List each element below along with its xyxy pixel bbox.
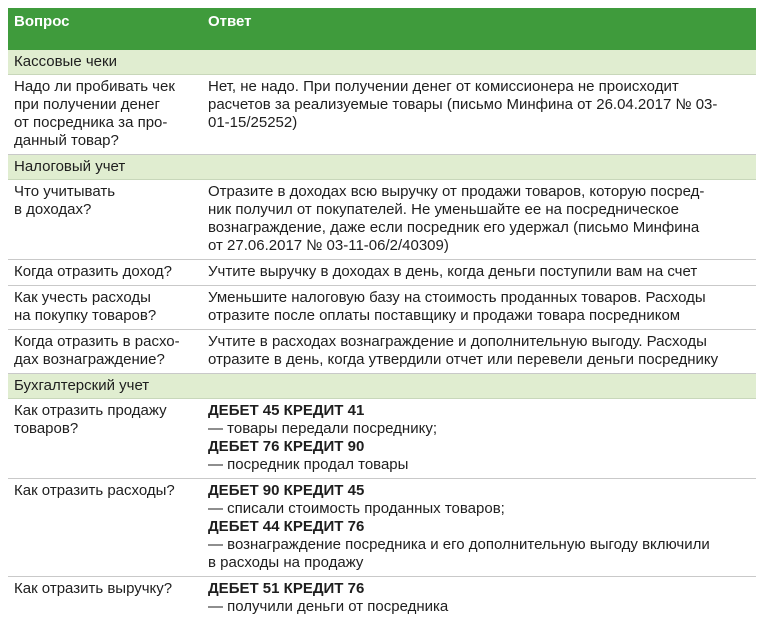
answer-line: отразите в день, когда утвердили отчет или перевели деньги посреднику	[208, 351, 719, 368]
table-row	[8, 260, 756, 286]
question-cell	[8, 75, 202, 154]
question-line: от посредника за про-	[14, 114, 168, 131]
answer-line: отразите после оплаты поставщику и продажи товара посредником	[208, 307, 681, 324]
section-header: Кассовые чеки	[8, 50, 756, 75]
question-line: дах вознаграждение?	[14, 351, 165, 368]
question-line: Когда отразить доход?	[14, 263, 173, 280]
table-row	[8, 330, 756, 374]
question-line: Что учитывать	[14, 183, 116, 200]
table-row	[8, 286, 756, 330]
posting-entry: ДЕБЕТ 44 КРЕДИТ 76	[208, 518, 365, 535]
answer-line: Отразите в доходах всю выручку от продажи товаров, которую посред-	[208, 183, 705, 200]
answer-line: вознаграждение, даже если посредник его удержал (письмо Минфина	[208, 219, 700, 236]
posting-entry: ДЕБЕТ 51 КРЕДИТ 76	[208, 580, 365, 597]
answer-line: от 27.06.2017 № 03-11-06/2/40309)	[208, 237, 449, 254]
question-line: в доходах?	[14, 201, 92, 218]
table-row	[8, 399, 756, 479]
answer-line: 01-15/25252)	[208, 114, 298, 131]
answer-line: — списали стоимость проданных товаров;	[208, 500, 505, 517]
answer-cell	[202, 577, 756, 620]
answer-cell	[202, 479, 756, 576]
table-row	[8, 577, 756, 620]
posting-entry: ДЕБЕТ 45 КРЕДИТ 41	[208, 402, 365, 419]
answer-line: ник получил от покупателей. Не уменьшайте ее на посредническое	[208, 201, 679, 218]
table-header	[8, 8, 756, 50]
answer-cell	[202, 180, 756, 259]
question-cell	[8, 399, 202, 478]
question-cell	[8, 479, 202, 576]
answer-line: Уменьшите налоговую базу на стоимость проданных товаров. Расходы	[208, 289, 706, 306]
table-row	[8, 479, 756, 577]
question-cell	[8, 330, 202, 373]
header-question: Вопрос	[14, 13, 70, 30]
question-line: Как отразить продажу	[14, 402, 167, 419]
qa-table	[8, 8, 756, 620]
answer-line: — вознаграждение посредника и его дополнительную выгоду включили	[208, 536, 710, 553]
answer-line: в расходы на продажу	[208, 554, 364, 571]
answer-cell	[202, 286, 756, 329]
question-cell	[8, 577, 202, 620]
question-cell	[8, 260, 202, 285]
answer-cell	[202, 330, 756, 373]
question-line: Как отразить расходы?	[14, 482, 175, 499]
question-line: Надо ли пробивать чек	[14, 78, 175, 95]
answer-line: — получили деньги от посредника	[208, 598, 449, 615]
section-header: Бухгалтерский учет	[8, 374, 756, 399]
table-row	[8, 75, 756, 155]
question-line: Когда отразить в расхо-	[14, 333, 180, 350]
question-cell	[8, 286, 202, 329]
question-line: данный товар?	[14, 132, 119, 149]
header-answer: Ответ	[208, 13, 252, 30]
answer-line: — товары передали посреднику;	[208, 420, 437, 437]
answer-cell	[202, 260, 756, 285]
section-header: Налоговый учет	[8, 155, 756, 180]
answer-line: — посредник продал товары	[208, 456, 409, 473]
question-line: при получении денег	[14, 96, 160, 113]
answer-line: Нет, не надо. При получении денег от комиссионера не происходит	[208, 78, 679, 95]
table-body	[8, 50, 756, 620]
question-line: товаров?	[14, 420, 79, 437]
question-line: Как учесть расходы	[14, 289, 151, 306]
answer-cell	[202, 75, 756, 154]
answer-cell	[202, 399, 756, 478]
answer-line: расчетов за реализуемые товары (письмо Минфина от 26.04.2017 № 03-	[208, 96, 718, 113]
question-line: Как отразить выручку?	[14, 580, 173, 597]
posting-entry: ДЕБЕТ 76 КРЕДИТ 90	[208, 438, 365, 455]
table-row	[8, 180, 756, 260]
question-cell	[8, 180, 202, 259]
question-line: на покупку товаров?	[14, 307, 157, 324]
answer-line: Учтите выручку в доходах в день, когда деньги поступили вам на счет	[208, 263, 698, 280]
answer-line: Учтите в расходах вознаграждение и дополнительную выгоду. Расходы	[208, 333, 707, 350]
posting-entry: ДЕБЕТ 90 КРЕДИТ 45	[208, 482, 365, 499]
